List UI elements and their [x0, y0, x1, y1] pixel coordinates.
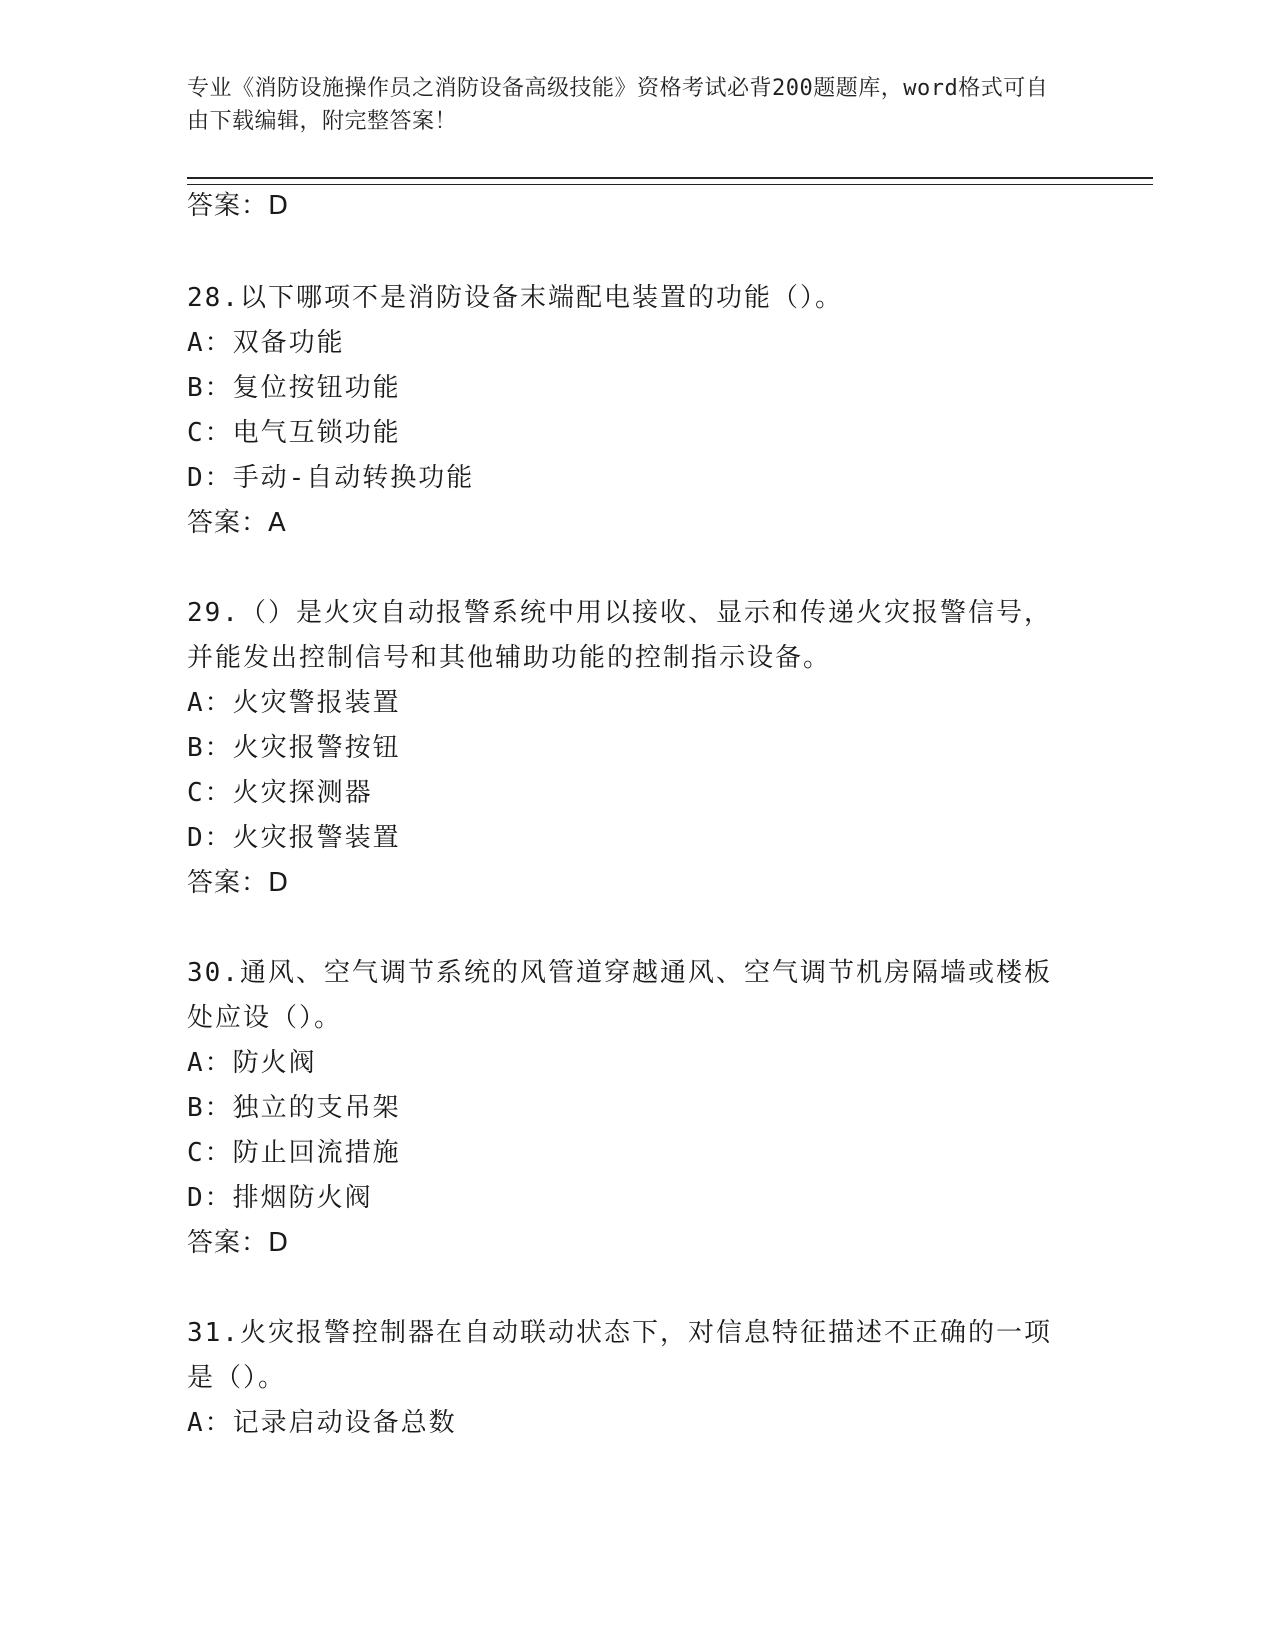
question-item [187, 276, 1077, 545]
option-b: B：复位按钮功能 [187, 373, 401, 403]
option-a: A：记录启动设备总数 [187, 1408, 457, 1438]
option-a: A：火灾警报装置 [187, 688, 401, 718]
option-c: C：防止回流措施 [187, 1138, 401, 1168]
option-d: D：火灾报警装置 [187, 823, 401, 853]
answer-line: 答案：D [187, 1228, 290, 1258]
answer-line: 答案：D [187, 868, 290, 898]
question-stem: 28.以下哪项不是消防设备末端配电装置的功能（）。 [187, 283, 843, 313]
question-item [187, 951, 1077, 1265]
option-c: C：火灾探测器 [187, 778, 373, 808]
question-item [187, 591, 1077, 905]
option-a: A：防火阀 [187, 1048, 317, 1078]
answer-line: 答案：D [187, 191, 290, 221]
option-a: A：双备功能 [187, 328, 345, 358]
option-d: D：手动-自动转换功能 [187, 463, 475, 493]
question-stem: 30.通风、空气调节系统的风管道穿越通风、空气调节机房隔墙或楼板处应设（）。 [187, 958, 1052, 1033]
answer-line: 答案：A [187, 508, 287, 538]
option-d: D：排烟防火阀 [187, 1183, 373, 1213]
option-c: C：电气互锁功能 [187, 418, 401, 448]
question-stem: 31.火灾报警控制器在自动联动状态下，对信息特征描述不正确的一项是（）。 [187, 1318, 1052, 1393]
question-item [187, 1311, 1077, 1446]
page-header: 专业《消防设施操作员之消防设备高级技能》资格考试必背200题题库，word格式可自由下载编辑，附完整答案！ [187, 76, 1049, 134]
question-stem: 29.（）是火灾自动报警系统中用以接收、显示和传递火灾报警信号，并能发出控制信号和其他辅助功能的控制指示设备。 [187, 598, 1052, 673]
option-b: B：火灾报警按钮 [187, 733, 401, 763]
option-b: B：独立的支吊架 [187, 1093, 401, 1123]
question-list [187, 184, 1077, 1492]
